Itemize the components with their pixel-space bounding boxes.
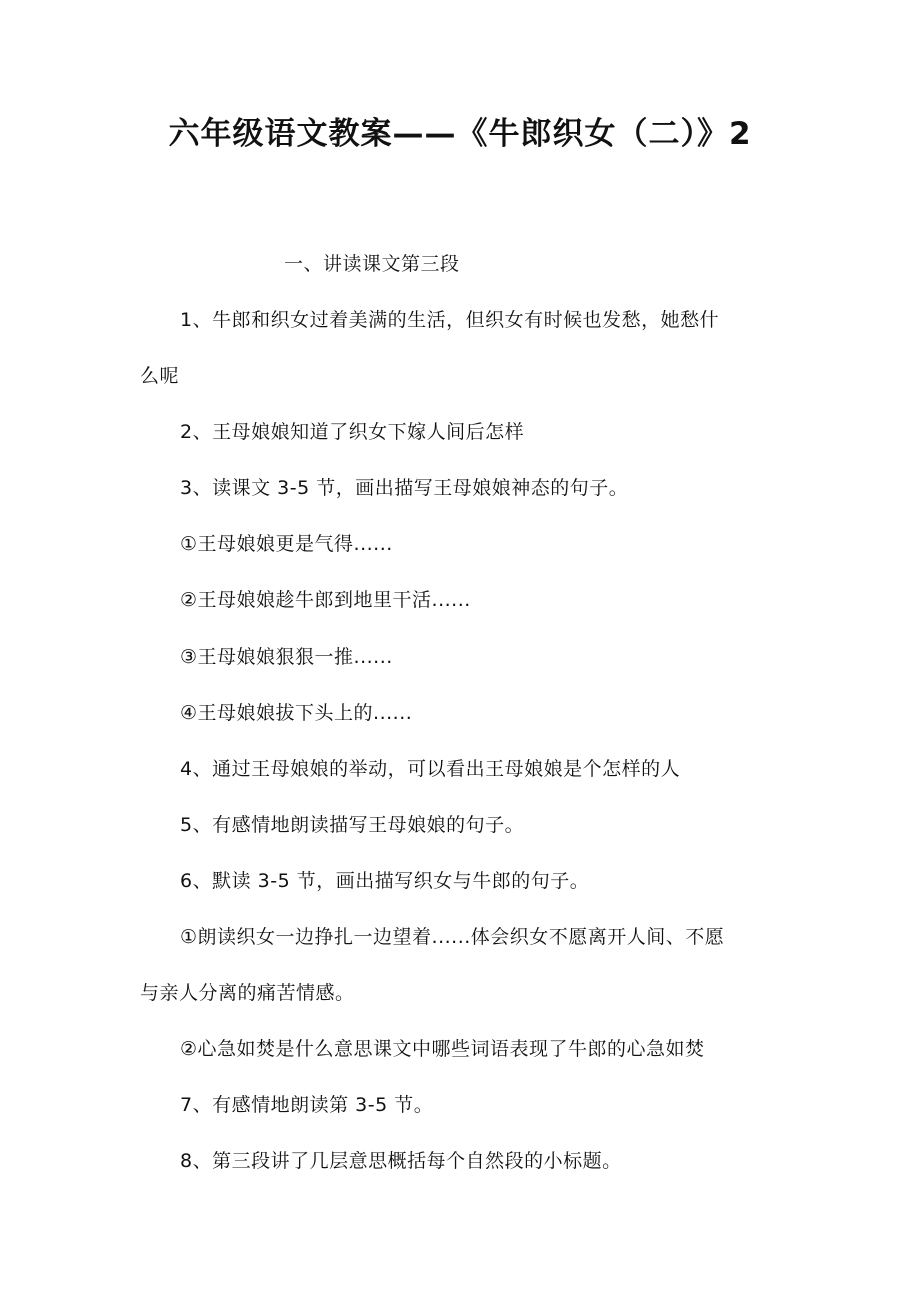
list-item: ②心急如焚是什么意思课文中哪些词语表现了牛郎的心急如焚	[180, 1038, 705, 1060]
document-title: 六年级语文教案——《牛郎织女（二）》2	[168, 116, 752, 152]
paragraph-line: 4、通过王母娘娘的举动，可以看出王母娘娘是个怎样的人	[180, 758, 681, 780]
paragraph-line: 7、有感情地朗读第 3-5 节。	[180, 1094, 434, 1116]
section-heading: 一、讲读课文第三段	[284, 253, 460, 275]
paragraph-line: 6、默读 3-5 节，画出描写织女与牛郎的句子。	[180, 870, 590, 892]
list-item: ①朗读织女一边挣扎一边望着......体会织女不愿离开人间、不愿	[180, 926, 725, 948]
paragraph-line: 5、有感情地朗读描写王母娘娘的句子。	[180, 814, 525, 836]
list-item: ②王母娘娘趁牛郎到地里干活......	[180, 589, 471, 611]
paragraph-line: 么呢	[140, 365, 180, 387]
paragraph-line: 1、牛郎和织女过着美满的生活，但织女有时候也发愁，她愁什	[180, 309, 720, 331]
paragraph-line: 8、第三段讲了几层意思概括每个自然段的小标题。	[180, 1150, 622, 1172]
list-item: ③王母娘娘狠狠一推......	[180, 646, 393, 668]
paragraph-line: 2、王母娘娘知道了织女下嫁人间后怎样	[180, 421, 525, 443]
paragraph-line: 与亲人分离的痛苦情感。	[140, 982, 355, 1004]
list-item: ④王母娘娘拔下头上的......	[180, 702, 413, 724]
paragraph-line: 3、读课文 3-5 节，画出描写王母娘娘神态的句子。	[180, 477, 629, 499]
list-item: ①王母娘娘更是气得......	[180, 533, 393, 555]
